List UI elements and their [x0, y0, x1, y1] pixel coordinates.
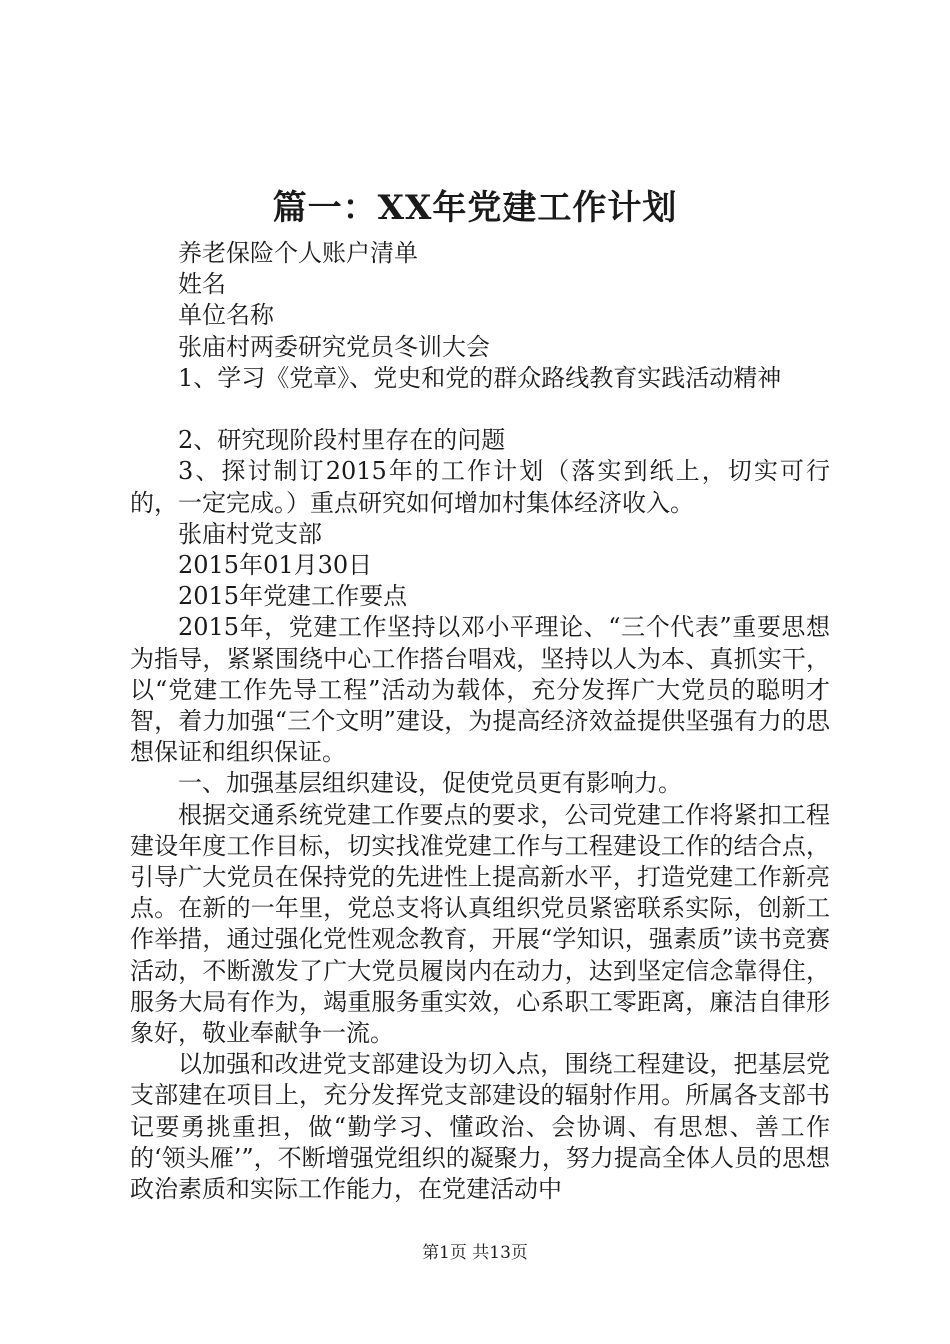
agenda-item-2: 2、研究现阶段村里存在的问题: [178, 426, 506, 455]
text-line: 张庙村两委研究党员冬训大会: [178, 332, 490, 361]
text-line: 单位名称: [178, 301, 274, 330]
text-line: 姓名: [178, 270, 226, 299]
subheading: 2015年党建工作要点: [178, 582, 408, 611]
page-number: 第1页 共13页: [422, 1243, 528, 1263]
section-heading: 一、加强基层组织建设，促使党员更有影响力。: [178, 769, 682, 798]
document-body: [130, 238, 830, 1205]
text-line: 养老保险个人账户清单: [178, 239, 418, 267]
agenda-item-1: 1、学习《党章》、党史和党的群众路线教育实践活动精神: [178, 363, 782, 392]
blank-line: [130, 394, 830, 425]
document-title: 篇一：XX年党建工作计划: [272, 188, 678, 228]
paragraph: 以加强和改进党支部建设为切入点，围绕工程建设，把基层党支部建在项目上，充分发挥党支部建设的辐射作用。所属各支部书记要勇挑重担，做“勤学习、懂政治、会协调、有思想、善工作的‘领头雁’”，不断增强党组织的凝聚力，努力提高全体人员的思想政治素质和实际工作能力，在党建活动中: [130, 1050, 830, 1204]
date: 2015年01月30日: [178, 551, 373, 580]
signature: 张庙村党支部: [178, 519, 322, 548]
paragraph: 根据交通系统党建工作要点的要求，公司党建工作将紧扣工程建设年度工作目标，切实找准党建工作与工程建设工作的结合点，引导广大党员在保持党的先进性上提高新水平，打造党建工作新亮点。在新的一年里，党总支将认真组织党员紧密联系实际，创新工作举措，通过强化党性观念教育，开展“学知识，强素质”读书竞赛活动，不断激发了广大党员履岗内在动力，达到坚定信念靠得住，服务大局有作为，竭重服务重实效，心系职工零距离，廉洁自律形象好，敬业奉献争一流。: [130, 800, 830, 1048]
agenda-item-3: 3、探讨制订2015年的工作计划（落实到纸上，切实可行的，一定完成。）重点研究如何增加村集体经济收入。: [130, 457, 830, 517]
paragraph-intro: 2015年，党建工作坚持以邓小平理论、“三个代表”重要思想为指导，紧紧围绕中心工作搭台唱戏，坚持以人为本、真抓实干，以“党建工作先导工程”活动为载体，充分发挥广大党员的聪明才智，着力加强“三个文明”建设，为提高经济效益提供坚强有力的思想保证和组织保证。: [130, 613, 830, 767]
